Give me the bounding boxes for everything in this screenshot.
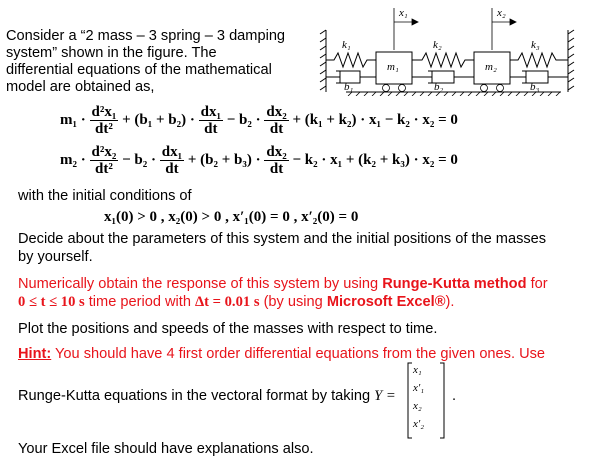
label-x2: x₂ bbox=[497, 7, 506, 19]
eq1-frac2-den: dt bbox=[204, 121, 218, 137]
label-x1: x₁ bbox=[399, 7, 408, 19]
equation-2 bbox=[60, 144, 458, 177]
numeric-line-2-mid: (by using bbox=[259, 294, 327, 310]
label-b1: b₁ bbox=[344, 81, 354, 93]
intro-line-4: model are obtained as, bbox=[6, 79, 155, 95]
hint-line-2 bbox=[18, 387, 396, 405]
eq1-frac3-den: dt bbox=[269, 121, 284, 137]
eq2-frac3-num: dx₂ bbox=[266, 144, 287, 160]
microsoft-excel: Microsoft Excel® bbox=[326, 294, 446, 310]
spring-k1 bbox=[326, 53, 376, 67]
state-vector-brackets bbox=[406, 362, 446, 440]
equation-1 bbox=[60, 104, 458, 137]
numeric-line-1 bbox=[18, 275, 548, 293]
initial-label: with the initial conditions of bbox=[18, 188, 192, 204]
label-k3: k₃ bbox=[531, 39, 540, 51]
numeric-line-2-pre: time period with bbox=[84, 294, 196, 310]
time-range: 0 ≤ t ≤ 10 s bbox=[18, 294, 85, 310]
eq2-frac2-num: dx₁ bbox=[161, 144, 183, 160]
label-m2: m₂ bbox=[485, 61, 497, 73]
spring-k3 bbox=[510, 53, 568, 67]
initial-conditions: x₁(0) > 0 , x₂(0) > 0 , x′₁(0) = 0 , x′₂(0) = 0 bbox=[104, 209, 359, 225]
eq1-frac2-num: dx₁ bbox=[200, 104, 221, 120]
eq2-frac1-den: dt² bbox=[95, 161, 113, 177]
eq1-tail: + (k₁ + k₂) · x₁ − k₂ · x₂ = 0 bbox=[292, 112, 458, 128]
label-b3: b₃ bbox=[530, 81, 540, 93]
eq2-tail: − k₂ · x₁ + (k₂ + k₃) · x₂ = 0 bbox=[292, 152, 458, 168]
numeric-line-2-post: ). bbox=[445, 294, 455, 310]
eq1-mid2: − b₂ · bbox=[226, 112, 261, 128]
numeric-line-2 bbox=[18, 293, 454, 311]
time-step: Δt = 0.01 s bbox=[195, 294, 260, 310]
label-b2: b₂ bbox=[434, 81, 444, 93]
eq2-frac1-num: d²x₂ bbox=[91, 144, 117, 160]
eq2-frac3-den: dt bbox=[269, 161, 284, 177]
plot-instruction: Plot the positions and speeds of the masses with respect to time. bbox=[18, 321, 438, 337]
decide-line-2: by yourself. bbox=[18, 249, 93, 265]
eq1-coef: m₁ · bbox=[60, 112, 86, 128]
runge-kutta-method: Runge-Kutta method bbox=[382, 276, 527, 292]
eq1-frac3-num: dx₂ bbox=[266, 104, 287, 120]
hint-label: Hint: bbox=[18, 346, 52, 362]
spring-k2 bbox=[412, 53, 474, 67]
eq2-mid1: − b₂ · bbox=[122, 152, 156, 168]
eq1-frac1-num: d²x₁ bbox=[91, 104, 117, 120]
y-label: Y = bbox=[374, 388, 396, 404]
vector-entry-4: x′₂ bbox=[413, 418, 425, 430]
numeric-line-1-pre: Numerically obtain the response of this system by using bbox=[18, 276, 383, 292]
vector-entry-1: x₁ bbox=[413, 364, 422, 376]
eq1-mid1: + (b₁ + b₂) · bbox=[122, 112, 195, 128]
closing-note: Your Excel file should have explanations also. bbox=[18, 441, 314, 457]
label-k2: k₂ bbox=[433, 39, 442, 51]
intro-line-3: differential equations of the mathematical bbox=[6, 62, 272, 78]
numeric-line-1-post: for bbox=[526, 276, 548, 292]
intro-line-2: system” shown in the figure. The bbox=[6, 45, 217, 61]
vector-period: . bbox=[452, 388, 457, 404]
hint-text: You should have 4 first order differential equations from the given ones. Use bbox=[51, 346, 546, 362]
decide-line-1: Decide about the parameters of this system and the initial positions of the masses bbox=[18, 231, 547, 247]
eq2-mid2: + (b₂ + b₃) · bbox=[187, 152, 261, 168]
vector-entry-3: x₂ bbox=[413, 400, 422, 412]
intro-line-1: Consider a “2 mass – 3 spring – 3 damping bbox=[6, 28, 286, 44]
eq2-coef: m₂ · bbox=[60, 152, 86, 168]
hint-line-1 bbox=[18, 345, 545, 363]
eq1-frac1-den: dt² bbox=[95, 121, 113, 137]
mass-spring-damper-figure bbox=[316, 0, 576, 96]
hint-line-2-text: Runge-Kutta equations in the vectoral format by taking bbox=[18, 388, 375, 404]
label-k1: k₁ bbox=[342, 39, 351, 51]
eq2-frac2-den: dt bbox=[165, 161, 179, 177]
label-m1: m₁ bbox=[387, 61, 399, 73]
vector-entry-2: x′₁ bbox=[413, 382, 425, 394]
